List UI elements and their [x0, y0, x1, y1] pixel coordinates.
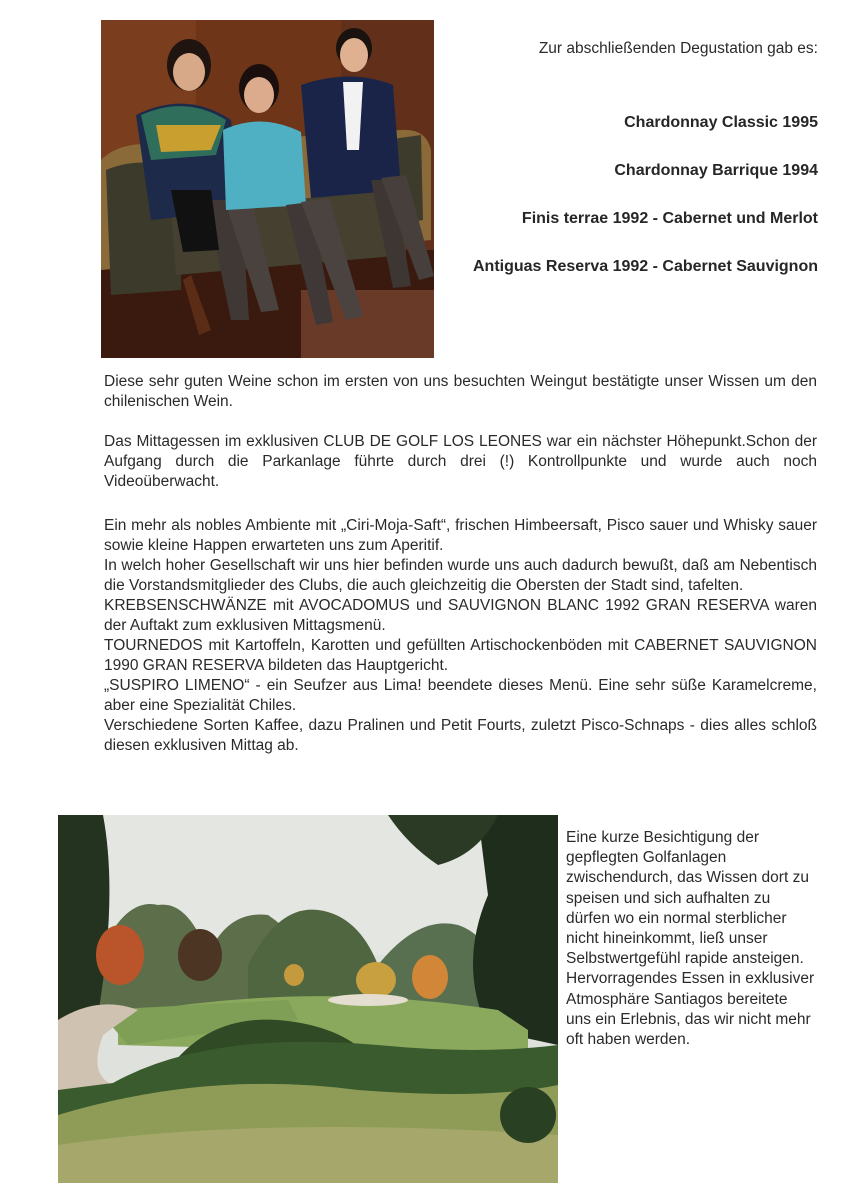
main-text [104, 372, 817, 756]
golf-description [566, 828, 816, 1050]
side-paragraph: Eine kurze Besichtigung der gepflegten Golfanlagen zwischendurch, das Wissen dort zu speisen und sich aufhalten zu dürfen wo ein normal sterblicher nicht hineinkommt, ließ unser Selbstwertgefühl rapide ansteigen. [566, 829, 809, 968]
golf-course-illustration [58, 815, 558, 1183]
paragraph-starter: KREBSENSCHWÄNZE mit AVOCADOMUS und SAUVIGNON BLANC 1992 GRAN RESERVA waren der Auftakt zum exklusiven Mittagsmenü. [104, 597, 817, 634]
wine-item: Finis terrae 1992 - Cabernet und Merlot [521, 210, 818, 227]
paragraph-dessert: „SUSPIRO LIMENO“ - ein Seufzer aus Lima! beendete dieses Menü. Eine sehr süße Karamelcreme, aber eine Spezialität Chiles. [104, 677, 817, 714]
wine-list [430, 111, 818, 303]
photo-three-women-on-sofa [101, 20, 434, 358]
paragraph-wine-knowledge: Diese sehr guten Weine schon im ersten von uns besuchten Weingut bestätigte unser Wissen um den chilenischen Wein. [104, 373, 817, 410]
paragraph-aperitif: Ein mehr als nobles Ambiente mit „Ciri-Moja-Saft“, frischen Himbeersaft, Pisco sauer und Whisky sauer sowie kleine Happen erwarteten uns zum Aperitif. [104, 517, 817, 554]
paragraph-society: In welch hoher Gesellschaft wir uns hier befinden wurde uns auch dadurch bewußt, daß am Nebentisch die Vorstandsmitglieder des Clubs, die auch gleichzeitig die Obersten der Stadt sind, tafelten. [104, 557, 817, 594]
sofa-photo-illustration [101, 20, 434, 358]
wine-item: Chardonnay Barrique 1994 [614, 162, 818, 179]
wine-item: Chardonnay Classic 1995 [624, 114, 818, 131]
photo-golf-course [58, 815, 558, 1183]
side-paragraph: Hervorragendes Essen in exklusiver Atmosphäre Santiagos bereitete uns ein Erlebnis, das wir nicht mehr oft haben werden. [566, 970, 815, 1049]
wine-item: Antiguas Reserva 1992 - Cabernet Sauvignon [473, 258, 818, 275]
paragraph-golf-club: Das Mittagessen im exklusiven CLUB DE GOLF LOS LEONES war ein nächster Höhepunkt.Schon der Aufgang durch die Parkanlage führte durch drei (!) Kontrollpunkte und wurde auch noch Videoüberwacht. [104, 433, 817, 490]
degustation-intro: Zur abschließenden Degustation gab es: [538, 40, 818, 57]
paragraph-coffee: Verschiedene Sorten Kaffee, dazu Pralinen und Petit Fourts, zuletzt Pisco-Schnaps - dies alles schloß diesen exklusiven Mittag ab. [104, 717, 817, 754]
paragraph-main-course: TOURNEDOS mit Kartoffeln, Karotten und gefüllten Artischockenböden mit CABERNET SAUVIGNON 1990 GRAN RESERVA bildeten das Hauptgericht. [104, 637, 817, 674]
